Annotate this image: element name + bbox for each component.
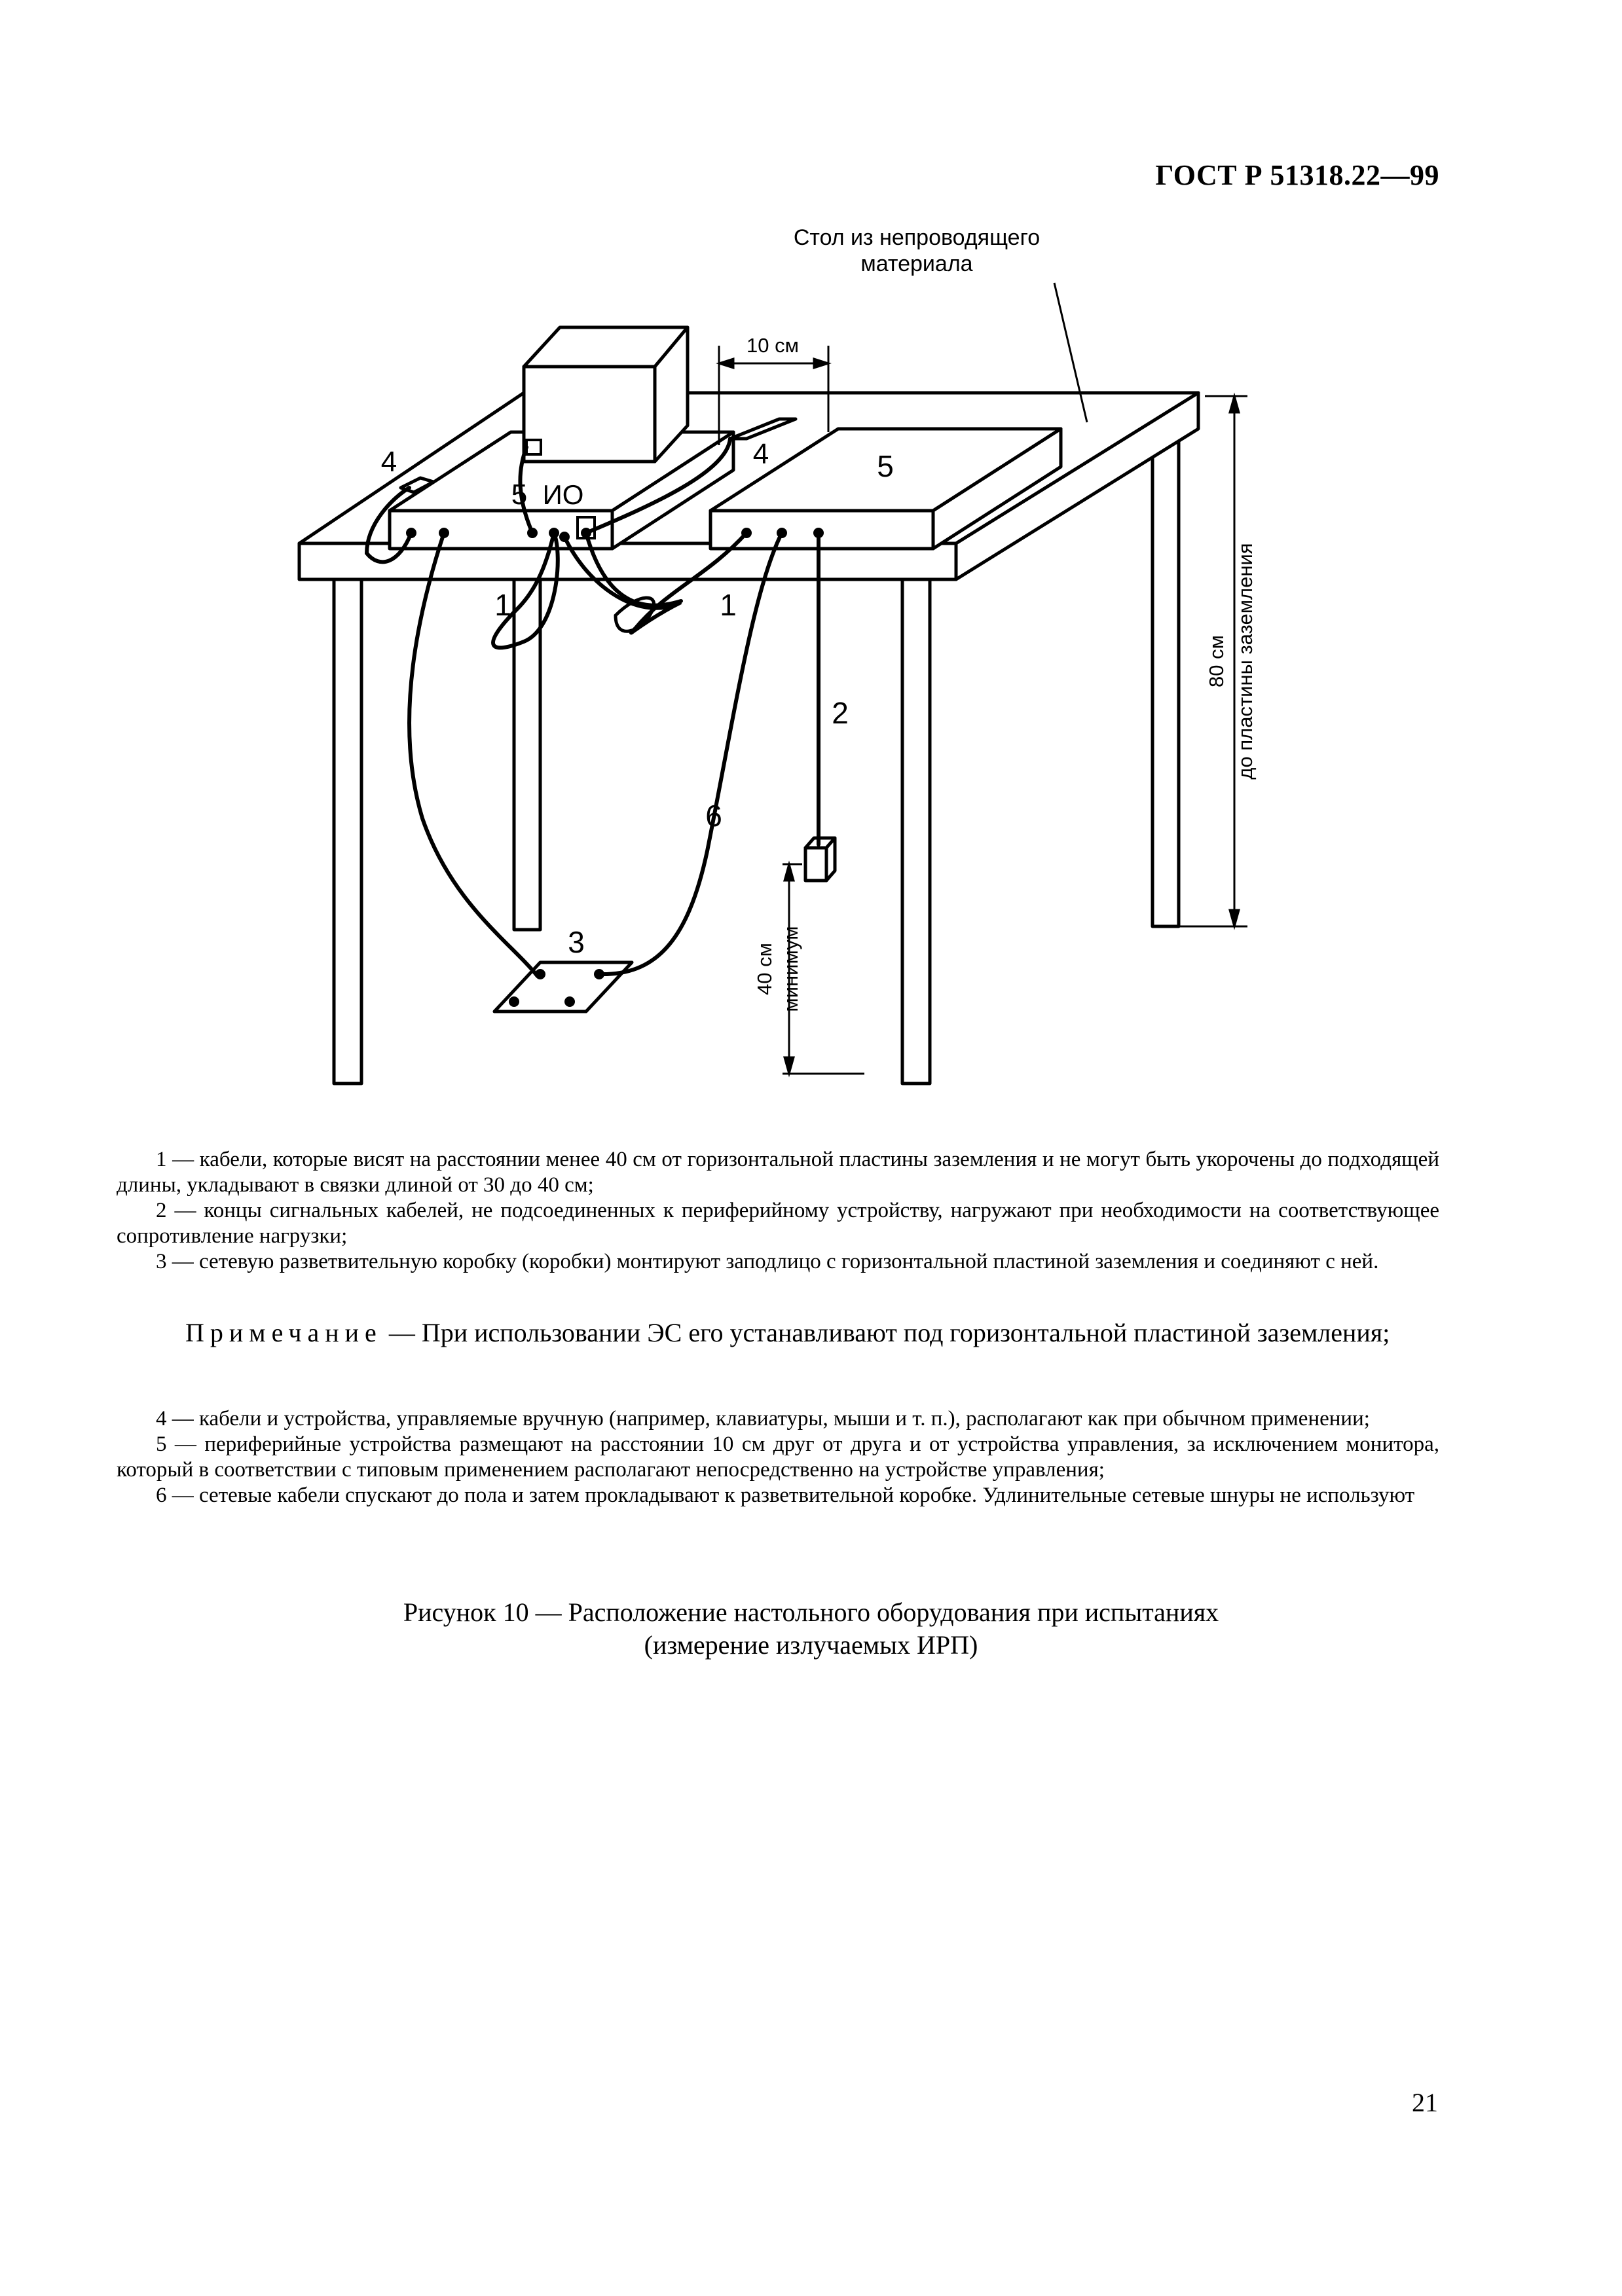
legend-item-5: 5 — периферийные устройства размещают на расстоянии 10 см друг от друга и от устройства управления, за исключением монитора, который в соответствии с типовым применением располагают непосредственно на устройстве управления; [117,1432,1439,1482]
page-number: 21 [1412,2088,1438,2117]
legend-item-3: 3 — сетевую разветвительную коробку (коробки) монтируют заподлицо с горизонтальной пластиной заземления и соединяют с ней. [156,1250,1379,1273]
note-label: Примечание [185,1318,382,1347]
legend-item-2: 2 — концы сигнальных кабелей, не подсоединенных к периферийному устройству, нагружают при необходимости на соответствующее сопротивление нагрузки; [117,1199,1439,1248]
eut-label: ИО [542,479,584,510]
legend-item-6: 6 — сетевые кабели спускают до пола и затем прокладывают к разветвительной коробке. Удлинительные сетевые шнуры не используют [156,1484,1415,1507]
dimension-ground-label: до пластины заземления [1234,543,1257,780]
dimension-80cm-label: 80 см [1205,635,1228,687]
table-material-label-1: Стол из непроводящего [793,225,1041,250]
table-leg-front-right [902,579,930,1084]
caption-line-1: Рисунок 10 — Расположение настольного оборудования при испытаниях [403,1597,1219,1627]
table-leg-front-left [334,579,361,1084]
callout-4-left: 4 [380,446,397,478]
table-material-label-2: материала [860,251,973,276]
legend-items-4-6 [117,1406,1439,1508]
callout-3: 3 [568,925,585,959]
dimension-10cm-label: 10 см [746,334,799,357]
callout-5-right: 5 [877,449,894,483]
note-text: — При использовании ЭС его устанавливают под горизонтальной пластиной заземления; [388,1318,1390,1347]
equipment-arrangement-figure [0,0,1622,1113]
callout-1-right: 1 [720,588,737,622]
callout-6: 6 [705,799,722,833]
callout-2: 2 [832,696,849,730]
monitor-front [524,367,655,462]
legend-item-1: 1 — кабели, которые висят на расстоянии менее 40 см от горизонтальной пластины заземления и не могут быть укорочены до подходящей длины, укладывают в связки длиной от 30 до 40 см; [117,1148,1439,1197]
caption-line-2: (измерение излучаемых ИРП) [644,1630,978,1660]
standard-header: ГОСТ Р 51318.22—99 [1155,159,1439,191]
load-terminator [805,848,826,881]
callout-1-left: 1 [494,588,511,622]
table-leg-back-left [514,563,540,930]
figure-caption [0,1596,1622,1662]
callout-4-right: 4 [752,438,769,470]
callout-5-left: 5 [511,479,528,511]
dimension-minimum-label: минимум [779,926,802,1012]
dimension-40cm-label: 40 см [753,943,776,995]
legend-items-1-3 [117,1147,1439,1275]
legend-item-4: 4 — кабели и устройства, управляемые вручную (например, клавиатуры, мыши и т. п.), располагают как при обычном применении; [156,1407,1370,1430]
note [117,1316,1439,1350]
table-leg-back-right [1152,429,1179,926]
